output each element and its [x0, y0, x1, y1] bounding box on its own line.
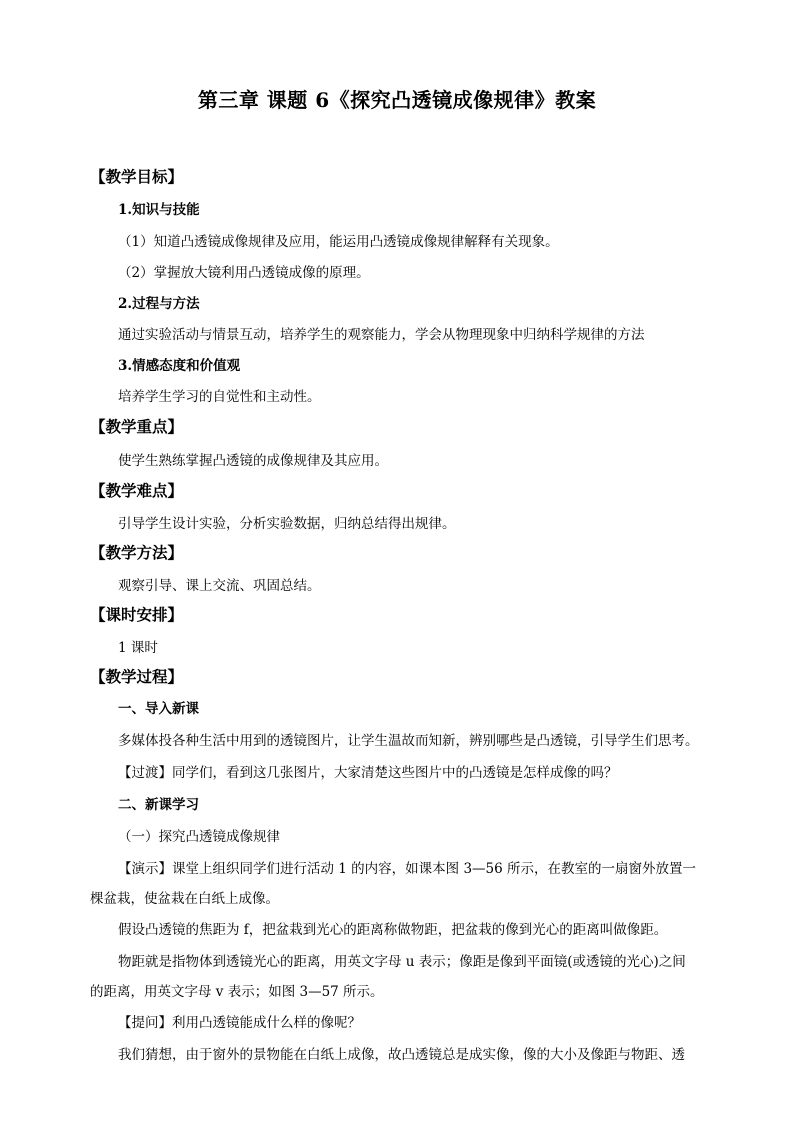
paragraph: （一）探究凸透镜成像规律 — [118, 829, 280, 845]
paragraph: 【演示】课堂上组织同学们进行活动 1 的内容，如课本图 3—56 所示，在教室的一扇窗外放置一 — [118, 861, 697, 877]
section-heading-process: 【教学过程】 — [90, 667, 184, 686]
paragraph: 通过实验活动与情景互动，培养学生的观察能力，学会从物理现象中归纳科学规律的方法 — [118, 327, 645, 343]
paragraph: （2）掌握放大镜利用凸透镜成像的原理。 — [118, 265, 370, 281]
paragraph: 假设凸透镜的焦距为 f，把盆栽到光心的距离称做物距，把盆栽的像到光心的距离叫做像距。 — [118, 922, 668, 938]
page-title: 第三章 课题 6《探究凸透镜成像规律》教案 — [197, 88, 597, 112]
section-heading-key-points: 【教学重点】 — [90, 417, 184, 436]
paragraph: 培养学生学习的自觉性和主动性。 — [118, 389, 321, 405]
paragraph: 物距就是指物体到透镜光心的距离，用英文字母 u 表示；像距是像到平面镜(或透镜的光心)之间 — [118, 954, 686, 970]
paragraph: 观察引导、课上交流、巩固总结。 — [118, 578, 321, 594]
paragraph: 1 课时 — [118, 640, 158, 656]
paragraph: 的距离，用英文字母 v 表示；如图 3—57 所示。 — [90, 984, 384, 1000]
section-heading-schedule: 【课时安排】 — [90, 605, 184, 624]
paragraph: 棵盆栽，使盆栽在白纸上成像。 — [90, 891, 279, 907]
paragraph: （1）知道凸透镜成像规律及应用，能运用凸透镜成像规律解释有关现象。 — [118, 234, 559, 250]
paragraph: 【提问】利用凸透镜能成什么样的像呢？ — [118, 1015, 361, 1031]
paragraph: 引导学生设计实验，分析实验数据，归纳总结得出规律。 — [118, 516, 456, 532]
subheading-intro: 一、导入新课 — [118, 701, 199, 717]
section-heading-methods: 【教学方法】 — [90, 543, 184, 562]
subheading-new-lesson: 二、新课学习 — [118, 797, 199, 813]
subheading-process-method: 2.过程与方法 — [118, 296, 200, 312]
paragraph: 使学生熟练掌握凸透镜的成像规律及其应用。 — [118, 453, 388, 469]
subheading-attitude-values: 3.情感态度和价值观 — [118, 358, 241, 374]
section-heading-objectives: 【教学目标】 — [90, 167, 184, 186]
paragraph: 多媒体投各种生活中用到的透镜图片，让学生温故而知新，辨别哪些是凸透镜，引导学生们思考。 — [118, 733, 699, 749]
section-heading-difficulties: 【教学难点】 — [90, 481, 184, 500]
paragraph: 我们猜想，由于窗外的景物能在白纸上成像，故凸透镜总是成实像，像的大小及像距与物距、透 — [118, 1047, 685, 1063]
paragraph: 【过渡】同学们，看到这几张图片，大家清楚这些图片中的凸透镜是怎样成像的吗？ — [118, 765, 618, 781]
subheading-knowledge-skills: 1.知识与技能 — [118, 202, 200, 218]
